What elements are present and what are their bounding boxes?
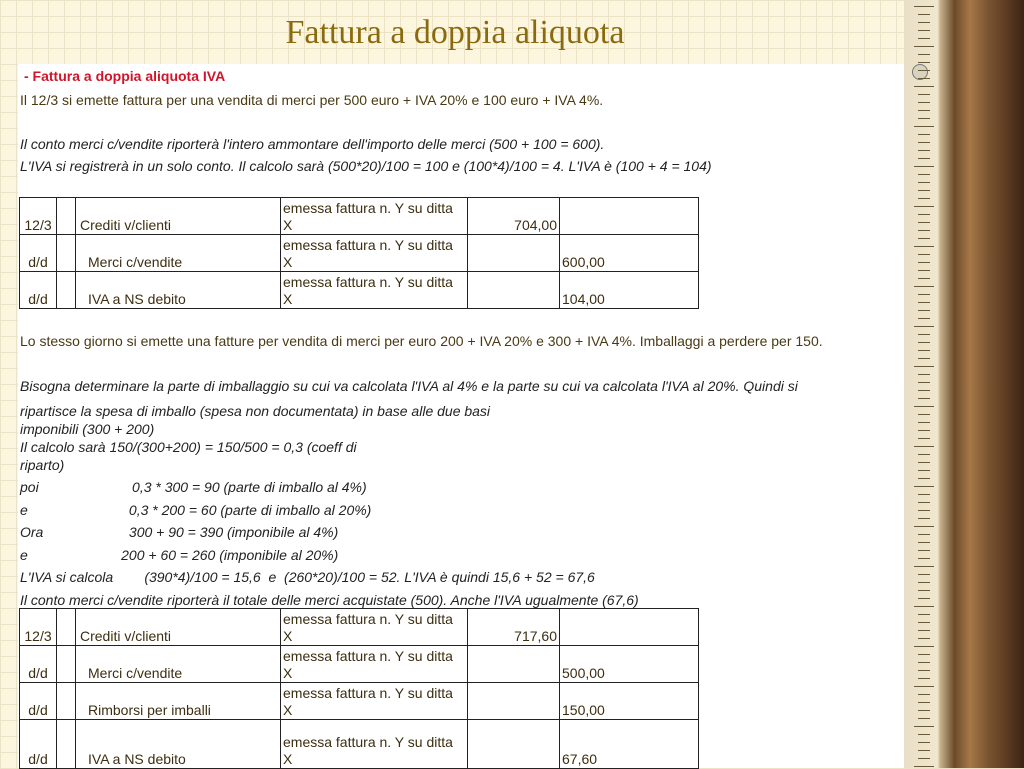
ruler-tick — [918, 302, 930, 303]
ruler-tick — [918, 758, 930, 759]
ruler-tick — [918, 294, 930, 295]
ruler-tick — [918, 222, 930, 223]
entry-description: emessa fattura n. Y su ditta X — [281, 720, 468, 769]
paragraph-2: Il conto merci c/vendite riporterà l'intero ammontare dell'importo delle merci (500 + 100 = 600). — [20, 136, 605, 152]
entry-account: Rimborsi per imballi — [76, 683, 281, 720]
paragraph-12: Ora 300 + 90 = 390 (imponibile al 4%) — [20, 524, 339, 540]
entry-debit: 704,00 — [468, 198, 560, 235]
ruler-tick — [918, 14, 930, 15]
ruler-tick — [914, 486, 934, 487]
entry-date: 12/3 — [20, 198, 57, 235]
ruler-tick — [914, 206, 934, 207]
page-title: Fattura a doppia aliquota — [285, 14, 625, 51]
ruler-tick — [918, 342, 930, 343]
ruler-tick — [918, 614, 930, 615]
entry-description: emessa fattura n. Y su ditta X — [281, 272, 468, 309]
paragraph-1: Il 12/3 si emette fattura per una vendita di merci per 500 euro + IVA 20% e 100 euro + IVA 4%. — [20, 92, 604, 108]
ruler-tick — [914, 286, 934, 287]
ruler-tick — [918, 270, 930, 271]
ruler-tick — [914, 646, 934, 647]
ruler-tick — [918, 510, 930, 511]
ruler-tick — [918, 590, 930, 591]
ruler-tick — [918, 174, 930, 175]
ruler-tick — [918, 334, 930, 335]
journal-entry-1 — [19, 197, 699, 309]
ruler-tick — [918, 318, 930, 319]
entry-account: Crediti v/clienti — [76, 198, 281, 235]
ruler-tick — [918, 254, 930, 255]
ruler-tick — [918, 422, 930, 423]
ruler-tick — [918, 582, 930, 583]
entry-account: IVA a NS debito — [76, 272, 281, 309]
ruler-tick — [914, 46, 934, 47]
table-row — [20, 646, 699, 683]
ruler-tick — [918, 238, 930, 239]
entry-description: emessa fattura n. Y su ditta X — [281, 198, 468, 235]
ruler-tick — [918, 390, 930, 391]
entry-debit — [468, 235, 560, 272]
entry-date: d/d — [20, 235, 57, 272]
ruler-tick — [918, 454, 930, 455]
entry-account: Merci c/vendite — [76, 646, 281, 683]
ruler-tick — [918, 622, 930, 623]
entry-credit: 600,00 — [560, 235, 699, 272]
paragraph-6: ripartisce la spesa di imballo (spesa non documentata) in base alle due basi — [20, 403, 491, 419]
ruler-tick — [918, 134, 930, 135]
ruler-tick — [914, 686, 934, 687]
entry-date: d/d — [20, 720, 57, 769]
ruler-tick — [918, 398, 930, 399]
entry-account: Crediti v/clienti — [76, 609, 281, 646]
ruler-tick — [914, 6, 934, 7]
entry-date: d/d — [20, 646, 57, 683]
ruler-tick — [918, 278, 930, 279]
ruler-tick — [914, 326, 934, 327]
entry-credit — [560, 609, 699, 646]
ruler-tick — [918, 670, 930, 671]
ruler-tick — [918, 214, 930, 215]
paragraph-7: imponibili (300 + 200) — [20, 421, 155, 437]
ruler-tick — [918, 102, 930, 103]
paragraph-15: Il conto merci c/vendite riporterà il totale delle merci acquistate (500). Anche l'IVA ugualmente (67,6) — [20, 592, 639, 608]
ruler-tick — [918, 438, 930, 439]
entry-debit — [468, 720, 560, 769]
paragraph-9: riparto) — [20, 457, 65, 473]
entry-debit: 717,60 — [468, 609, 560, 646]
ruler-tick — [918, 742, 930, 743]
entry-description: emessa fattura n. Y su ditta X — [281, 683, 468, 720]
entry-gap — [57, 609, 76, 646]
ruler-tick — [918, 198, 930, 199]
ruler-tick — [918, 430, 930, 431]
ruler-tick — [918, 38, 930, 39]
table-row — [20, 720, 699, 769]
ruler-tick — [914, 726, 934, 727]
ruler-tick — [914, 246, 934, 247]
ruler-tick — [918, 54, 930, 55]
entry-gap — [57, 272, 76, 309]
journal-entry-2 — [19, 608, 699, 769]
entry-gap — [57, 646, 76, 683]
ruler-tick — [914, 606, 934, 607]
entry-credit — [560, 198, 699, 235]
entry-gap — [57, 683, 76, 720]
paragraph-3: L'IVA si registrerà in un solo conto. Il calcolo sarà (500*20)/100 = 100 e (100*4)/100 = 4. L'IVA è (100 + 4 = 104) — [20, 158, 712, 174]
ruler-tick — [914, 166, 934, 167]
subtitle: - Fattura a doppia aliquota IVA — [24, 68, 226, 84]
entry-date: d/d — [20, 683, 57, 720]
ruler-tick — [918, 574, 930, 575]
entry-account: Merci c/vendite — [76, 235, 281, 272]
entry-description: emessa fattura n. Y su ditta X — [281, 609, 468, 646]
ruler-tick — [914, 406, 934, 407]
table-row — [20, 235, 699, 272]
ruler-tick — [918, 70, 930, 71]
ruler-tick — [918, 550, 930, 551]
entry-debit — [468, 683, 560, 720]
ruler-tick — [918, 230, 930, 231]
ruler-tick — [918, 382, 930, 383]
entry-account: IVA a NS debito — [76, 720, 281, 769]
entry-gap — [57, 235, 76, 272]
ruler-tick — [918, 702, 930, 703]
wooden-ruler-icon — [904, 0, 1024, 768]
paragraph-14: L'IVA si calcola (390*4)/100 = 15,6 e (260*20)/100 = 52. L'IVA è quindi 15,6 + 52 = 67,6 — [20, 569, 595, 585]
ruler-tick — [918, 118, 930, 119]
ruler-tick — [918, 470, 930, 471]
ruler-tick — [918, 630, 930, 631]
entry-credit: 104,00 — [560, 272, 699, 309]
ruler-tick — [918, 542, 930, 543]
ruler-tick — [914, 126, 934, 127]
table-row — [20, 683, 699, 720]
ruler-tick — [914, 366, 934, 367]
ruler-tick — [914, 526, 934, 527]
paragraph-8: Il calcolo sarà 150/(300+200) = 150/500 = 0,3 (coeff di — [20, 439, 357, 455]
ruler-tick — [918, 94, 930, 95]
ruler-tick — [918, 30, 930, 31]
ruler-tick — [918, 518, 930, 519]
paragraph-4: Lo stesso giorno si emette una fatture per vendita di merci per euro 200 + IVA 20% e 300 + IVA 4%. Imballaggi a perdere per 150. — [20, 333, 823, 349]
entry-debit — [468, 272, 560, 309]
ruler-tick — [918, 158, 930, 159]
entry-credit: 500,00 — [560, 646, 699, 683]
table-row — [20, 609, 699, 646]
ruler-tick — [918, 734, 930, 735]
entry-description: emessa fattura n. Y su ditta X — [281, 235, 468, 272]
ruler-tick — [918, 662, 930, 663]
entry-credit: 150,00 — [560, 683, 699, 720]
ruler-tick — [918, 750, 930, 751]
paragraph-10: poi 0,3 * 300 = 90 (parte di imballo al 4%) — [20, 479, 367, 495]
ruler-tick — [918, 494, 930, 495]
ruler-tick — [918, 182, 930, 183]
table-row — [20, 272, 699, 309]
ruler-tick — [918, 358, 930, 359]
ruler-tick — [918, 678, 930, 679]
ruler-tick — [918, 310, 930, 311]
paragraph-11: e 0,3 * 200 = 60 (parte di imballo al 20%) — [20, 502, 372, 518]
paragraph-5: Bisogna determinare la parte di imballaggio su cui va calcolata l'IVA al 4% e la parte su cui va calcolata l'IVA al 20%. Quindi si — [20, 378, 798, 394]
ruler-tick — [914, 766, 934, 767]
ruler-tick — [918, 22, 930, 23]
ruler-tick — [918, 654, 930, 655]
ruler-tick — [918, 462, 930, 463]
entry-description: emessa fattura n. Y su ditta X — [281, 646, 468, 683]
table-row — [20, 198, 699, 235]
ruler-tick — [918, 718, 930, 719]
ruler-tick — [914, 566, 934, 567]
entry-credit: 67,60 — [560, 720, 699, 769]
entry-gap — [57, 198, 76, 235]
entry-gap — [57, 720, 76, 769]
entry-date: d/d — [20, 272, 57, 309]
ruler-tick — [918, 374, 930, 375]
ruler-tick — [918, 142, 930, 143]
ruler-tick — [918, 414, 930, 415]
ruler-tick — [918, 62, 930, 63]
ruler-tick — [918, 150, 930, 151]
ruler-tick — [918, 350, 930, 351]
ruler-tick — [914, 446, 934, 447]
ruler-tick — [918, 478, 930, 479]
paragraph-13: e 200 + 60 = 260 (imponibile al 20%) — [20, 547, 339, 563]
ruler-tick — [918, 694, 930, 695]
ruler-tick — [918, 502, 930, 503]
ruler-tick — [918, 710, 930, 711]
ruler-tick — [918, 534, 930, 535]
ruler-tick — [918, 262, 930, 263]
entry-date: 12/3 — [20, 609, 57, 646]
ruler-tick — [918, 190, 930, 191]
ruler-tick — [918, 638, 930, 639]
ruler-tick — [918, 598, 930, 599]
ruler-tick — [918, 558, 930, 559]
ruler-tick — [918, 110, 930, 111]
ruler-tick — [918, 78, 930, 79]
entry-debit — [468, 646, 560, 683]
ruler-tick — [914, 86, 934, 87]
